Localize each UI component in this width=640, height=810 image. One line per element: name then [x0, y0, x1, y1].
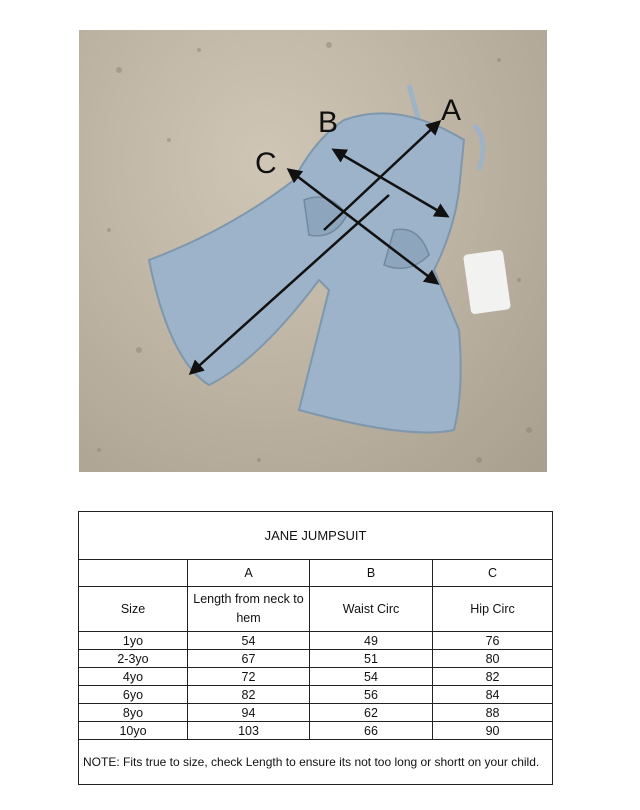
cell-waist: 51 — [310, 650, 433, 668]
cell-length: 94 — [188, 704, 310, 722]
header-waist: Waist Circ — [310, 587, 433, 632]
header-size: Size — [79, 587, 188, 632]
letter-cell-a: A — [188, 560, 310, 587]
cell-hip: 76 — [433, 632, 553, 650]
jumpsuit-body — [149, 113, 464, 432]
cell-length: 82 — [188, 686, 310, 704]
fit-note: NOTE: Fits true to size, check Length to ensure its not too long or shortt on your child. — [79, 740, 553, 785]
cell-waist: 62 — [310, 704, 433, 722]
letter-cell-empty — [79, 560, 188, 587]
cell-waist: 49 — [310, 632, 433, 650]
header-row — [79, 587, 553, 632]
hang-tag — [463, 250, 511, 315]
cell-size: 2-3yo — [79, 650, 188, 668]
cell-length: 72 — [188, 668, 310, 686]
header-hip: Hip Circ — [433, 587, 553, 632]
table-row — [79, 632, 553, 650]
cell-size: 8yo — [79, 704, 188, 722]
product-photo — [79, 30, 547, 472]
letter-cell-b: B — [310, 560, 433, 587]
cell-waist: 54 — [310, 668, 433, 686]
label-c: C — [255, 147, 277, 180]
table-row — [79, 668, 553, 686]
table-row — [79, 704, 553, 722]
cell-size: 1yo — [79, 632, 188, 650]
cell-length: 67 — [188, 650, 310, 668]
cell-hip: 88 — [433, 704, 553, 722]
cell-size: 10yo — [79, 722, 188, 740]
cell-length: 103 — [188, 722, 310, 740]
table-title: JANE JUMPSUIT — [79, 512, 553, 560]
label-b: B — [318, 106, 339, 139]
size-chart-table — [78, 511, 553, 785]
jumpsuit-illustration — [79, 30, 547, 472]
label-a: A — [441, 94, 462, 127]
letter-cell-c: C — [433, 560, 553, 587]
cell-length: 54 — [188, 632, 310, 650]
cell-hip: 84 — [433, 686, 553, 704]
cell-hip: 80 — [433, 650, 553, 668]
letter-row — [79, 560, 553, 587]
table-row — [79, 686, 553, 704]
table-row — [79, 650, 553, 668]
cell-waist: 56 — [310, 686, 433, 704]
cell-waist: 66 — [310, 722, 433, 740]
table-row — [79, 722, 553, 740]
header-length: Length from neck to hem — [188, 587, 310, 632]
cell-size: 4yo — [79, 668, 188, 686]
cell-size: 6yo — [79, 686, 188, 704]
cell-hip: 82 — [433, 668, 553, 686]
cell-hip: 90 — [433, 722, 553, 740]
